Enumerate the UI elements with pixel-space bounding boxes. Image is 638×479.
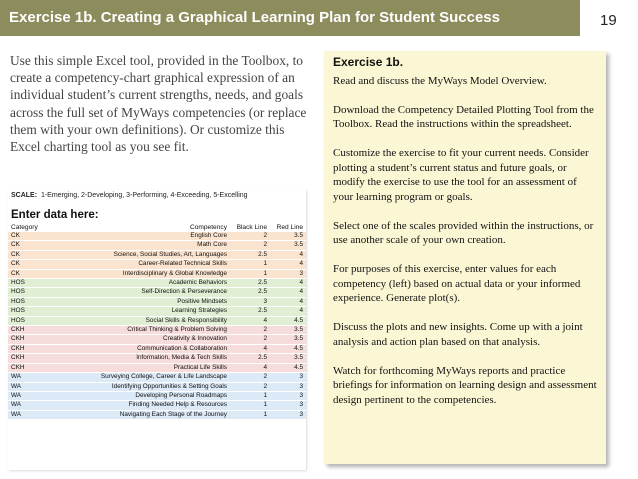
cell-black-line: 1 bbox=[230, 410, 270, 419]
table-header-row bbox=[8, 223, 306, 232]
cell-competency: Positive Mindsets bbox=[38, 297, 230, 306]
cell-red-line: 3 bbox=[270, 401, 306, 410]
cell-competency: Critical Thinking & Problem Solving bbox=[38, 326, 230, 335]
cell-competency: Self-Direction & Perseverance bbox=[38, 288, 230, 297]
table-row bbox=[8, 241, 306, 250]
cell-red-line: 3.5 bbox=[270, 241, 306, 250]
cell-black-line: 4 bbox=[230, 363, 270, 372]
table-row bbox=[8, 288, 306, 297]
slide-title-bar bbox=[0, 0, 580, 36]
cell-category: CKH bbox=[8, 354, 38, 363]
table-body bbox=[8, 232, 306, 420]
cell-black-line: 1 bbox=[230, 391, 270, 400]
panel-paragraph: Customize the exercise to fit your current needs. Consider plotting a student’s current status and future goals, or modify the exercise to use the tool for an assessment of your learning program or goals. bbox=[333, 147, 589, 203]
cell-competency: Surveying College, Career & Life Landscape bbox=[38, 373, 230, 382]
cell-competency: English Core bbox=[38, 232, 230, 241]
cell-category: CK bbox=[8, 241, 38, 250]
table-row bbox=[8, 410, 306, 419]
cell-category: WA bbox=[8, 391, 38, 400]
cell-competency: Social Skills & Responsibility bbox=[38, 316, 230, 325]
cell-black-line: 2.5 bbox=[230, 354, 270, 363]
cell-black-line: 3 bbox=[230, 297, 270, 306]
cell-category: CKH bbox=[8, 344, 38, 353]
cell-category: HOS bbox=[8, 316, 38, 325]
cell-red-line: 3.5 bbox=[270, 326, 306, 335]
cell-black-line: 1 bbox=[230, 260, 270, 269]
panel-paragraphs bbox=[333, 74, 597, 408]
cell-red-line: 4 bbox=[270, 250, 306, 259]
cell-competency: Developing Personal Roadmaps bbox=[38, 391, 230, 400]
exercise-panel bbox=[324, 51, 606, 464]
table-row bbox=[8, 326, 306, 335]
cell-red-line: 4.5 bbox=[270, 344, 306, 353]
column-header: Black Line bbox=[236, 224, 267, 231]
cell-red-line: 3.5 bbox=[270, 354, 306, 363]
cell-red-line: 3.5 bbox=[270, 232, 306, 241]
scale-label: SCALE: bbox=[11, 192, 38, 199]
cell-category: WA bbox=[8, 410, 38, 419]
cell-red-line: 3 bbox=[270, 373, 306, 382]
cell-red-line: 3 bbox=[270, 382, 306, 391]
panel-title: Exercise 1b. bbox=[333, 55, 404, 69]
column-header: Red Line bbox=[276, 224, 303, 231]
cell-black-line: 2.5 bbox=[230, 279, 270, 288]
cell-category: CK bbox=[8, 260, 38, 269]
cell-black-line: 2 bbox=[230, 241, 270, 250]
column-header: Category bbox=[11, 224, 38, 231]
table-row bbox=[8, 307, 306, 316]
cell-category: CK bbox=[8, 269, 38, 278]
cell-competency: Math Core bbox=[38, 241, 230, 250]
table-row bbox=[8, 316, 306, 325]
column-header: Competency bbox=[189, 224, 227, 231]
cell-red-line: 4.5 bbox=[270, 363, 306, 372]
cell-red-line: 4 bbox=[270, 297, 306, 306]
cell-black-line: 2 bbox=[230, 382, 270, 391]
panel-paragraph: Download the Competency Detailed Plotting Tool from the Toolbox. Read the instructions within the spreadsheet. bbox=[333, 103, 594, 130]
cell-red-line: 3 bbox=[270, 391, 306, 400]
slide-title: Exercise 1b. Creating a Graphical Learning Plan for Student Success bbox=[9, 9, 500, 26]
table-row bbox=[8, 335, 306, 344]
cell-black-line: 2.5 bbox=[230, 250, 270, 259]
cell-black-line: 4 bbox=[230, 316, 270, 325]
cell-competency: Creativity & Innovation bbox=[38, 335, 230, 344]
panel-paragraph: For purposes of this exercise, enter values for each competency (left) based on actual data or your informed experience. Generate plot(s). bbox=[333, 263, 581, 304]
cell-black-line: 2.5 bbox=[230, 307, 270, 316]
cell-red-line: 4 bbox=[270, 288, 306, 297]
cell-category: WA bbox=[8, 382, 38, 391]
cell-competency: Learning Strategies bbox=[38, 307, 230, 316]
table-row bbox=[8, 382, 306, 391]
cell-competency: Identifying Opportunities & Setting Goals bbox=[38, 382, 230, 391]
cell-competency: Communication & Collaboration bbox=[38, 344, 230, 353]
cell-category: CKH bbox=[8, 326, 38, 335]
cell-category: HOS bbox=[8, 279, 38, 288]
cell-red-line: 3 bbox=[270, 269, 306, 278]
cell-category: HOS bbox=[8, 297, 38, 306]
table-row bbox=[8, 354, 306, 363]
cell-black-line: 1 bbox=[230, 401, 270, 410]
cell-red-line: 4.5 bbox=[270, 316, 306, 325]
intro-text-block bbox=[10, 52, 310, 155]
cell-category: HOS bbox=[8, 288, 38, 297]
spreadsheet-image bbox=[8, 190, 306, 470]
cell-black-line: 2 bbox=[230, 232, 270, 241]
cell-competency: Academic Behaviors bbox=[38, 279, 230, 288]
cell-black-line: 2 bbox=[230, 335, 270, 344]
cell-category: CK bbox=[8, 232, 38, 241]
table-row bbox=[8, 279, 306, 288]
scale-text: 1-Emerging, 2-Developing, 3-Performing, 4-Exceeding, 5-Excelling bbox=[40, 192, 248, 199]
cell-black-line: 2 bbox=[230, 326, 270, 335]
panel-paragraph: Select one of the scales provided within the instructions, or use another scale of your own creation. bbox=[333, 219, 594, 246]
panel-paragraph: Watch for forthcoming MyWays reports and practice briefings for information on learning design and assessment design pertinent to the competencies. bbox=[333, 364, 597, 406]
cell-competency: Career-Related Technical Skills bbox=[38, 260, 230, 269]
cell-category: HOS bbox=[8, 307, 38, 316]
cell-category: CKH bbox=[8, 363, 38, 372]
table-row bbox=[8, 344, 306, 353]
cell-category: CK bbox=[8, 250, 38, 259]
cell-red-line: 3 bbox=[270, 410, 306, 419]
table-row bbox=[8, 401, 306, 410]
cell-competency: Navigating Each Stage of the Journey bbox=[38, 410, 230, 419]
enter-data-heading: Enter data here: bbox=[11, 209, 99, 221]
cell-category: WA bbox=[8, 373, 38, 382]
table-row bbox=[8, 269, 306, 278]
cell-competency: Finding Needed Help & Resources bbox=[38, 401, 230, 410]
cell-red-line: 4 bbox=[270, 279, 306, 288]
cell-competency: Practical Life Skills bbox=[38, 363, 230, 372]
table-row bbox=[8, 363, 306, 372]
table-row bbox=[8, 297, 306, 306]
table-row bbox=[8, 260, 306, 269]
cell-black-line: 1 bbox=[230, 269, 270, 278]
cell-red-line: 3.5 bbox=[270, 335, 306, 344]
cell-red-line: 4 bbox=[270, 307, 306, 316]
cell-competency: Information, Media & Tech Skills bbox=[38, 354, 230, 363]
cell-competency: Interdisciplinary & Global Knowledge bbox=[38, 269, 230, 278]
table-row bbox=[8, 250, 306, 259]
table-row bbox=[8, 373, 306, 382]
table-row bbox=[8, 391, 306, 400]
page-number: 19 bbox=[600, 12, 617, 29]
scale-line bbox=[8, 190, 306, 202]
table-row bbox=[8, 232, 306, 241]
panel-paragraph: Read and discuss the MyWays Model Overview. bbox=[333, 74, 547, 87]
panel-paragraph: Discuss the plots and new insights. Come up with a joint analysis and action plan based on that analysis. bbox=[333, 321, 583, 348]
intro-paragraph: Use this simple Excel tool, provided in the Toolbox, to create a competency-chart graphical expression of an individual student’s current strengths, needs, and goals across the full set of MyWays competencies (or replace them with your own definitions). Or customize this Excel charting tool as you see fit. bbox=[10, 53, 307, 155]
cell-black-line: 2.5 bbox=[230, 288, 270, 297]
cell-category: CKH bbox=[8, 335, 38, 344]
cell-black-line: 4 bbox=[230, 344, 270, 353]
cell-competency: Science, Social Studies, Art, Languages bbox=[38, 250, 230, 259]
competency-table bbox=[8, 223, 306, 420]
cell-red-line: 4 bbox=[270, 260, 306, 269]
cell-category: WA bbox=[8, 401, 38, 410]
cell-black-line: 2 bbox=[230, 373, 270, 382]
